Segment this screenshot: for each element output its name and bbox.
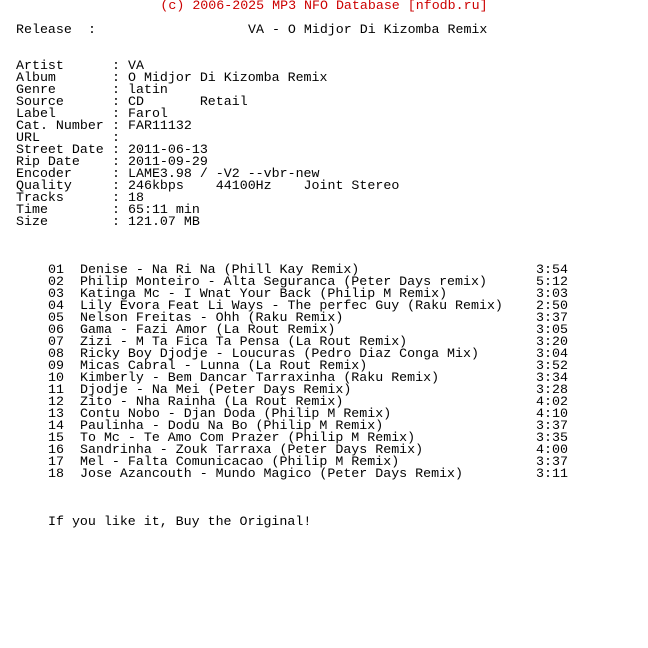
track-title: Philip Monteiro - Alta Seguranca (Peter Days remix) bbox=[80, 274, 487, 289]
release-label: Release bbox=[16, 22, 72, 37]
info-key: Source bbox=[16, 94, 64, 109]
track-title: Katinga Mc - I Wnat Your Back (Philip M Remix) bbox=[80, 286, 448, 301]
track-number: 11 bbox=[48, 382, 64, 397]
track-number: 13 bbox=[48, 406, 64, 421]
info-row bbox=[16, 144, 616, 156]
track-duration: 2:50 bbox=[536, 298, 568, 313]
track-number: 15 bbox=[48, 430, 64, 445]
info-key: Genre bbox=[16, 82, 56, 97]
track-duration: 3:03 bbox=[536, 286, 568, 301]
info-row bbox=[16, 180, 616, 192]
info-row bbox=[16, 132, 616, 144]
release-row bbox=[16, 24, 636, 36]
info-separator: : bbox=[112, 190, 120, 205]
track-duration: 3:04 bbox=[536, 346, 568, 361]
track-title: Zito - Nha Rainha (La Rout Remix) bbox=[80, 394, 344, 409]
track-duration: 3:37 bbox=[536, 310, 568, 325]
info-key: Cat. Number bbox=[16, 118, 104, 133]
track-title: Mel - Falta Comunicacao (Philip M Remix) bbox=[80, 454, 400, 469]
info-value: Farol bbox=[128, 106, 168, 121]
info-key: Encoder bbox=[16, 166, 72, 181]
info-row bbox=[16, 96, 616, 108]
info-row bbox=[16, 72, 616, 84]
info-separator: : bbox=[112, 94, 120, 109]
track-duration: 3:54 bbox=[536, 262, 568, 277]
info-row bbox=[16, 84, 616, 96]
info-separator: : bbox=[112, 178, 120, 193]
site-banner[interactable]: (c) 2006-2025 MP3 NFO Database [nfodb.ru] bbox=[160, 0, 488, 13]
track-number: 05 bbox=[48, 310, 64, 325]
track-number: 10 bbox=[48, 370, 64, 385]
track-duration: 4:10 bbox=[536, 406, 568, 421]
info-separator: : bbox=[112, 118, 120, 133]
info-value: 2011-09-29 bbox=[128, 154, 208, 169]
track-number: 01 bbox=[48, 262, 64, 277]
track-title: Sandrinha - Zouk Tarraxa (Peter Days Remix) bbox=[80, 442, 424, 457]
track-title: Paulinha - Dodu Na Bo (Philip M Remix) bbox=[80, 418, 384, 433]
info-separator: : bbox=[112, 202, 120, 217]
track-title: Denise - Na Ri Na (Phill Kay Remix) bbox=[80, 262, 360, 277]
info-value: 65:11 min bbox=[128, 202, 200, 217]
track-duration: 3:28 bbox=[536, 382, 568, 397]
track-number: 03 bbox=[48, 286, 64, 301]
track-duration: 3:35 bbox=[536, 430, 568, 445]
info-value: 121.07 MB bbox=[128, 214, 200, 229]
track-number: 08 bbox=[48, 346, 64, 361]
track-title: Kimberly - Bem Dancar Tarraxinha (Raku Remix) bbox=[80, 370, 440, 385]
info-value: CD Retail bbox=[128, 94, 248, 109]
info-row bbox=[16, 216, 616, 228]
info-key: Tracks bbox=[16, 190, 64, 205]
track-number: 14 bbox=[48, 418, 64, 433]
info-separator: : bbox=[112, 58, 120, 73]
track-title: Jose Azancouth - Mundo Magico (Peter Days Remix) bbox=[80, 466, 464, 481]
info-row bbox=[16, 120, 616, 132]
info-separator: : bbox=[112, 130, 120, 145]
info-row bbox=[16, 108, 616, 120]
track-duration: 3:37 bbox=[536, 454, 568, 469]
track-title: To Mc - Te Amo Com Prazer (Philip M Remix) bbox=[80, 430, 416, 445]
info-value: 18 bbox=[128, 190, 144, 205]
track-duration: 3:34 bbox=[536, 370, 568, 385]
info-key: Time bbox=[16, 202, 48, 217]
track-number: 06 bbox=[48, 322, 64, 337]
track-title: Contu Nobo - Djan Doda (Philip M Remix) bbox=[80, 406, 392, 421]
info-row bbox=[16, 204, 616, 216]
track-duration: 4:02 bbox=[536, 394, 568, 409]
track-row bbox=[48, 468, 588, 480]
track-number: 16 bbox=[48, 442, 64, 457]
track-duration: 4:00 bbox=[536, 442, 568, 457]
info-key: Size bbox=[16, 214, 48, 229]
track-duration: 3:37 bbox=[536, 418, 568, 433]
info-key: Rip Date bbox=[16, 154, 80, 169]
info-value: FAR11132 bbox=[128, 118, 192, 133]
info-value: LAME3.98 / -V2 --vbr-new bbox=[128, 166, 320, 181]
info-separator: : bbox=[112, 154, 120, 169]
track-duration: 3:11 bbox=[536, 466, 568, 481]
track-duration: 5:12 bbox=[536, 274, 568, 289]
info-key: Artist bbox=[16, 58, 64, 73]
info-separator: : bbox=[112, 106, 120, 121]
track-title: Nelson Freitas - Ohh (Raku Remix) bbox=[80, 310, 344, 325]
info-key: Label bbox=[16, 106, 56, 121]
info-separator: : bbox=[112, 82, 120, 97]
track-duration: 3:20 bbox=[536, 334, 568, 349]
track-number: 18 bbox=[48, 466, 64, 481]
track-title: Micas Cabral - Lunna (La Rout Remix) bbox=[80, 358, 368, 373]
track-number: 12 bbox=[48, 394, 64, 409]
info-separator: : bbox=[112, 166, 120, 181]
info-value: latin bbox=[128, 82, 168, 97]
track-title: Zizi - M Ta Fica Ta Pensa (La Rout Remix) bbox=[80, 334, 408, 349]
track-number: 07 bbox=[48, 334, 64, 349]
info-key: URL bbox=[16, 130, 40, 145]
track-title: Djodje - Na Mei (Peter Days Remix) bbox=[80, 382, 352, 397]
track-number: 04 bbox=[48, 298, 64, 313]
info-value: VA bbox=[128, 58, 144, 73]
track-duration: 3:05 bbox=[536, 322, 568, 337]
track-title: Gama - Fazi Amor (La Rout Remix) bbox=[80, 322, 336, 337]
info-row bbox=[16, 192, 616, 204]
footer-message: If you like it, Buy the Original! bbox=[48, 514, 312, 529]
release-title: VA - O Midjor Di Kizomba Remix bbox=[248, 22, 488, 37]
info-value: 246kbps 44100Hz Joint Stereo bbox=[128, 178, 400, 193]
info-value: 2011-06-13 bbox=[128, 142, 208, 157]
info-separator: : bbox=[112, 70, 120, 85]
track-title: Ricky Boy Djodje - Loucuras (Pedro Diaz Conga Mix) bbox=[80, 346, 479, 361]
release-separator: : bbox=[88, 22, 96, 37]
track-number: 17 bbox=[48, 454, 64, 469]
track-duration: 3:52 bbox=[536, 358, 568, 373]
info-separator: : bbox=[112, 214, 120, 229]
track-number: 09 bbox=[48, 358, 64, 373]
info-separator: : bbox=[112, 142, 120, 157]
info-key: Album bbox=[16, 70, 56, 85]
track-number: 02 bbox=[48, 274, 64, 289]
info-key: Quality bbox=[16, 178, 72, 193]
info-value: O Midjor Di Kizomba Remix bbox=[128, 70, 328, 85]
info-key: Street Date bbox=[16, 142, 104, 157]
track-title: Lily Evora Feat Li Ways - The perfec Guy (Raku Remix) bbox=[80, 298, 503, 313]
